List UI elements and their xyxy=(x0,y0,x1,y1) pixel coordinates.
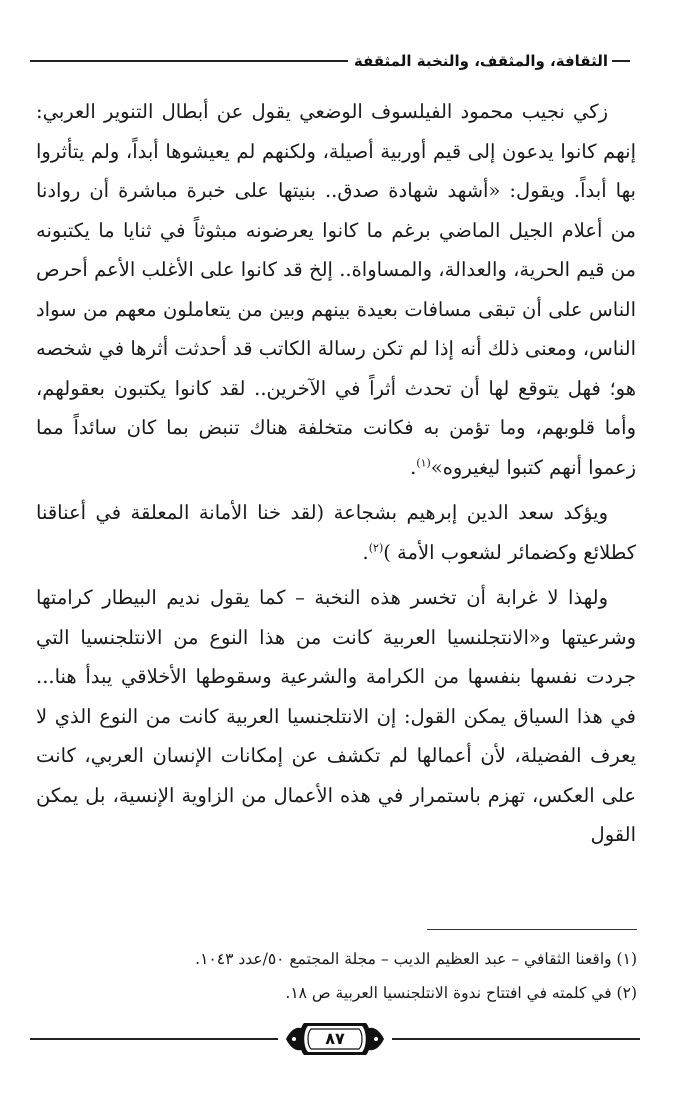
page-number-footer xyxy=(30,1017,640,1061)
paragraph-3-text: ولهذا لا غرابة أن تخسر هذه النخبة – كما يقول نديم البيطار كرامتها وشرعيتها و«الانتجلنسيا العربية كانت من هذا النوع من الانتلجنسيا التي جردت نفسها بنفسها من الكرامة والشرعية وسقوطها الأخلاقي يبدأ هنا... في هذا السياق يمكن القول: إن الانتلجنسيا العربية كانت من النوع الذي لا يعرف الفضيلة، لأن أعمالها لم تكشف عن إمكانات الإنسان العربي، كانت على العكس، تهزم باستمرار في هذه الأعمال من الزاوية الإنسية، بل يمكن القول xyxy=(36,586,636,846)
running-header xyxy=(30,48,630,74)
paragraph-2-text: ويؤكد سعد الدين إبرهيم بشجاعة (لقد خنا الأمانة المعلقة في أعناقنا كطلائع وكضمائر لشعوب الأمة ) xyxy=(36,501,636,564)
paragraph-3 xyxy=(36,578,636,855)
header-leading-rule xyxy=(612,60,630,62)
footnote-1: (١) واقعنا الثقافي – عبد العظيم الديب – مجلة المجتمع ٥٠/عدد ١٠٤٣. xyxy=(195,950,637,968)
footnote-ref-2: (٢) xyxy=(368,541,384,554)
paragraph-1 xyxy=(36,92,636,487)
footnotes xyxy=(37,944,637,1012)
footnote-2: (٢) في كلمته في افتتاح ندوة الانتلجنسيا العربية ص ١٨. xyxy=(285,984,637,1002)
paragraph-1-text: زكي نجيب محمود الفيلسوف الوضعي يقول عن أبطال التنوير العربي: إنهم كانوا يدعون إلى قيم أوربية أصيلة، ولكنهم لم يعيشوها أبداً، ولم يتأثروا بها أبداً. ويقول: «أشهد شهادة صدق.. بنيتها على خبرة مباشرة أن روادنا من أعلام الجيل الماضي برغم ما كانوا يعرضونه مبثوثاً في ثنايا ما يكتبونه من قيم الحرية، والعدالة، والمساواة.. إلخ قد كانوا على الأغلب الأعم أحرص الناس على أن تبقى مسافات بعيدة بينهم وبين من يتعاملون معهم من سواد الناس، ومعنى ذلك أنه إذا لم تكن رسالة الكاتب قد أحدثت أثرها في شخصه هو؛ فهل يتوقع لها أن تحدث أثراً في الآخرين.. لقد كانوا يكتبون بعقولهم، وأما قلوبهم، وما تؤمن به فكانت متخلفة هناك تنبض بما كان سائداً مما زعموا أنهم كتبوا ليغيروه» xyxy=(36,100,636,479)
footnote-ref-1: (١) xyxy=(416,456,431,469)
main-text xyxy=(36,92,636,855)
paragraph-1-end: . xyxy=(410,455,417,479)
footer-rule-left xyxy=(30,1038,278,1040)
paragraph-2-end: . xyxy=(362,540,369,564)
footnote-separator xyxy=(427,929,637,930)
paragraph-2 xyxy=(36,493,636,572)
running-header-title: الثقافة، والمثقف، والنخبة المثقفة xyxy=(353,52,608,70)
header-rule xyxy=(30,60,348,62)
footer-rule-right xyxy=(392,1038,640,1040)
page-number: ٨٧ xyxy=(325,1029,345,1048)
